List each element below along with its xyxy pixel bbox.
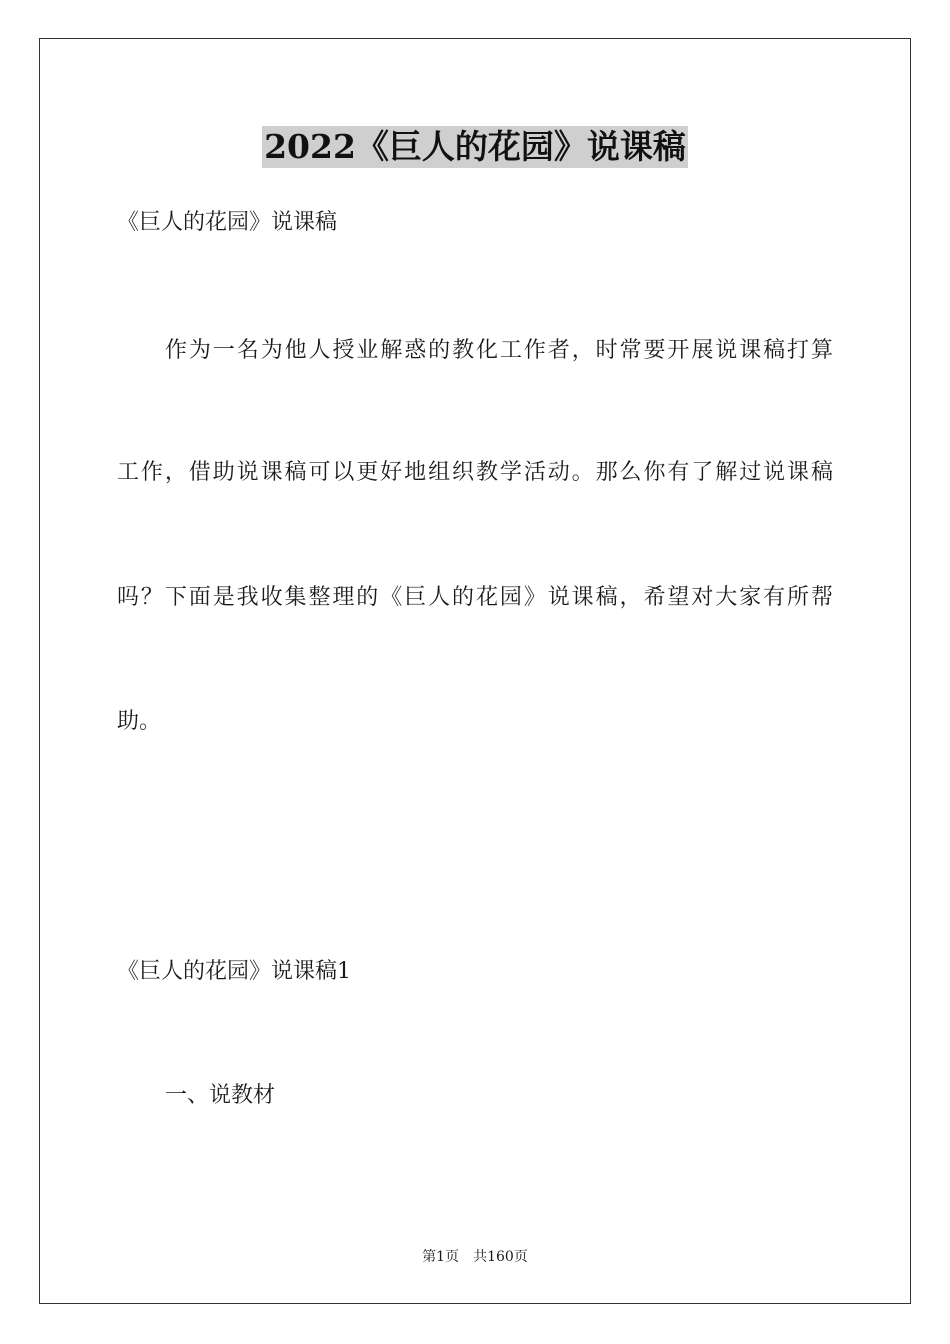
page-count: 共160页 [473,1249,528,1265]
page-footer [0,1247,950,1267]
document-subtitle: 《巨人的花园》说课稿 [117,210,338,235]
document-title: 2022《巨人的花园》说课稿 [264,127,686,166]
intro-line-1: 作为一名为他人授业解惑的教化工作者，时常要开展说课稿打算 [165,338,833,363]
intro-line-2: 工作，借助说课稿可以更好地组织教学活动。那么你有了解过说课稿 [117,460,833,485]
intro-line-4: 助。 [117,709,162,734]
subsection-title: 一、说教材 [165,1083,276,1108]
section-title: 《巨人的花园》说课稿1 [117,959,351,984]
page-number: 第1页 [422,1249,460,1265]
title-container [0,126,950,168]
intro-line-3: 吗？下面是我收集整理的《巨人的花园》说课稿，希望对大家有所帮 [117,585,833,610]
